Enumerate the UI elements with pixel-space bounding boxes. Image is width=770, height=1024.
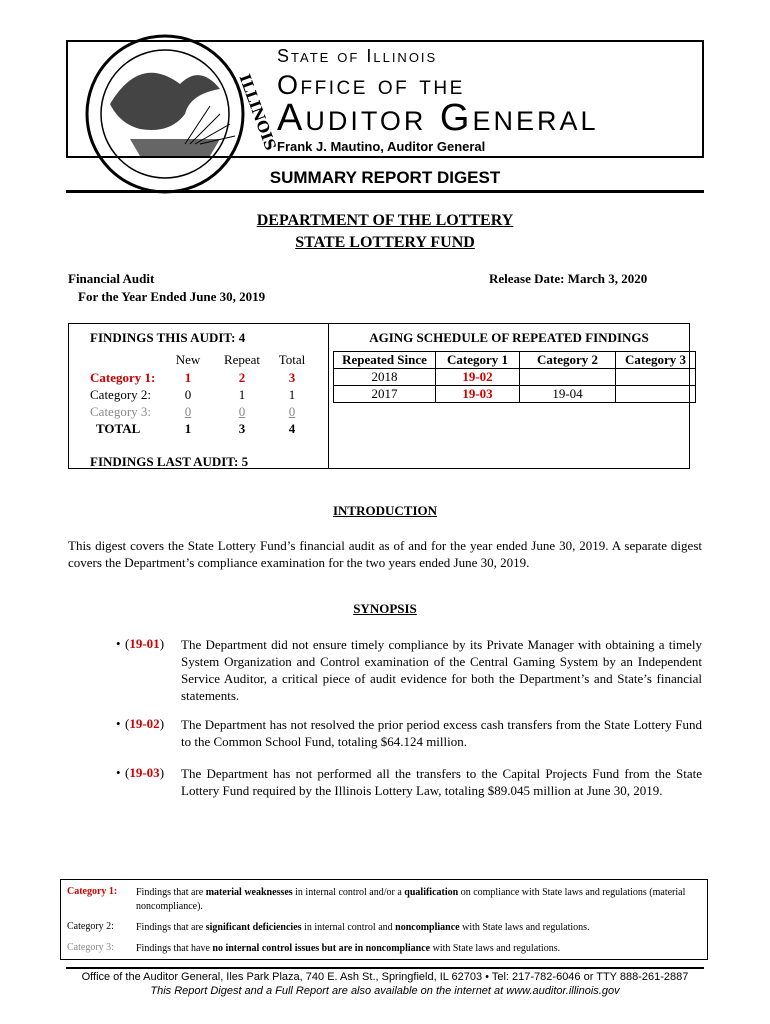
finding-id: (19-01): [125, 636, 165, 651]
finding-id: (19-03): [125, 765, 165, 780]
aging-header: Category 1: [436, 352, 520, 369]
bullet-mark: •: [116, 636, 121, 651]
introduction-heading: INTRODUCTION: [332, 503, 437, 518]
introduction-text: This digest covers the State Lottery Fund’s financial audit as of and for the year ended June 30, 2019. A separate digest covers the Department’s compliance examination for the two years ended June 30, 2019.: [68, 538, 702, 570]
cat2-total: 1: [288, 387, 296, 402]
bullet-mark: •: [116, 765, 121, 780]
aging-cell: [616, 386, 696, 403]
finding-text: The Department did not ensure timely compliance by its Private Manager with obtaining a timely System Organization and Control examination of the Central Gaming System by an Independent Service Auditor, a critical piece of audit evidence for both the Department’s and State’s financial statements.: [181, 637, 702, 703]
total-total: 4: [288, 421, 296, 436]
legend-cat2-text: Findings that are significant deficiencies in internal control and noncompliance with State laws and regulations.: [136, 922, 590, 933]
legend-cat1-text: Findings that are material weaknesses in internal control and/or a qualification on compliance with State laws and regulations (material noncompliance).: [136, 887, 686, 912]
audit-type: Financial Audit: [68, 271, 155, 286]
legend-cat2-label: Category 2:: [67, 921, 114, 932]
aging-cell: 2018: [334, 369, 436, 386]
aging-cell: 19-03: [436, 386, 520, 403]
fund-title: STATE LOTTERY FUND: [295, 234, 475, 251]
footer-address: Office of the Auditor General, Iles Park Plaza, 740 E. Ash St., Springfield, IL 62703 • Tel: 217-782-6046 or TTY 888-261-2887: [81, 971, 689, 983]
footer-website-note: This Report Digest and a Full Report are also available on the internet at www.auditor.illinois.gov: [150, 985, 620, 997]
aging-header: Category 3: [616, 352, 696, 369]
footer-divider: [66, 967, 704, 969]
audit-period: For the Year Ended June 30, 2019: [78, 289, 266, 304]
aging-header: Category 2: [520, 352, 616, 369]
aging-cell: 19-02: [436, 369, 520, 386]
legend-cat3-text: Findings that have no internal control issues but are in noncompliance with State laws and regulations.: [136, 943, 561, 954]
header-state: State of Illinois: [277, 46, 438, 66]
findings-last-audit: FINDINGS LAST AUDIT: 5: [90, 454, 249, 469]
finding-text: The Department has not performed all the transfers to the Capital Projects Fund from the State Lottery Fund required by the Illinois Lottery Law, totaling $89.045 million at June 30, 2019.: [181, 766, 702, 798]
cat2-repeat: 1: [238, 387, 246, 402]
finding-id-number: 19-03: [129, 765, 160, 780]
cat3-new: 0: [184, 404, 192, 419]
aging-title: AGING SCHEDULE OF REPEATED FINDINGS: [369, 330, 649, 345]
total-label: TOTAL: [96, 421, 141, 436]
header-office: Office of the: [277, 70, 465, 100]
aging-cell: 19-04: [520, 386, 616, 403]
cat3-total: 0: [288, 404, 296, 419]
header-auditor-general: Auditor General: [277, 97, 599, 139]
finding-id-number: 19-01: [129, 636, 160, 651]
legend-cat1-label: Category 1:: [67, 886, 118, 897]
col-new-header: New: [175, 352, 201, 367]
aging-table: [333, 351, 696, 403]
aging-cell: [520, 369, 616, 386]
cat2-new: 0: [184, 387, 192, 402]
synopsis-heading: SYNOPSIS: [353, 601, 417, 616]
findings-this-audit: FINDINGS THIS AUDIT: 4: [90, 330, 246, 345]
aging-cell: [616, 369, 696, 386]
total-new: 1: [184, 421, 192, 436]
finding-id-number: 19-02: [129, 716, 160, 731]
aging-header: Repeated Since: [334, 352, 436, 369]
cat2-label: Category 2:: [90, 387, 152, 402]
aging-header-row: [334, 352, 696, 369]
aging-cell: 2017: [334, 386, 436, 403]
department-title: DEPARTMENT OF THE LOTTERY: [256, 212, 514, 229]
col-repeat-header: Repeat: [223, 352, 261, 367]
finding-id: (19-02): [125, 716, 165, 731]
aging-row: [334, 386, 696, 403]
divider: [66, 190, 704, 193]
cat1-repeat: 2: [238, 370, 246, 385]
digest-title: SUMMARY REPORT DIGEST: [269, 168, 501, 187]
cat3-label: Category 3:: [90, 404, 152, 419]
total-repeat: 3: [238, 421, 246, 436]
cat1-label: Category 1:: [90, 370, 156, 385]
state-seal-logo: [70, 44, 280, 156]
release-date: Release Date: March 3, 2020: [489, 271, 648, 286]
col-total-header: Total: [278, 352, 306, 367]
finding-text: The Department has not resolved the prior period excess cash transfers from the State Lottery Fund to the Common School Fund, totaling $64.124 million.: [181, 717, 702, 749]
cat1-new: 1: [184, 370, 192, 385]
cat3-repeat: 0: [238, 404, 246, 419]
legend-cat3-label: Category 3:: [67, 942, 114, 953]
header-auditor-name: Frank J. Mautino, Auditor General: [277, 139, 486, 154]
bullet-mark: •: [116, 716, 121, 731]
seal-text: ILLINOIS: [235, 71, 280, 153]
cat1-total: 3: [288, 370, 296, 385]
aging-row: [334, 369, 696, 386]
